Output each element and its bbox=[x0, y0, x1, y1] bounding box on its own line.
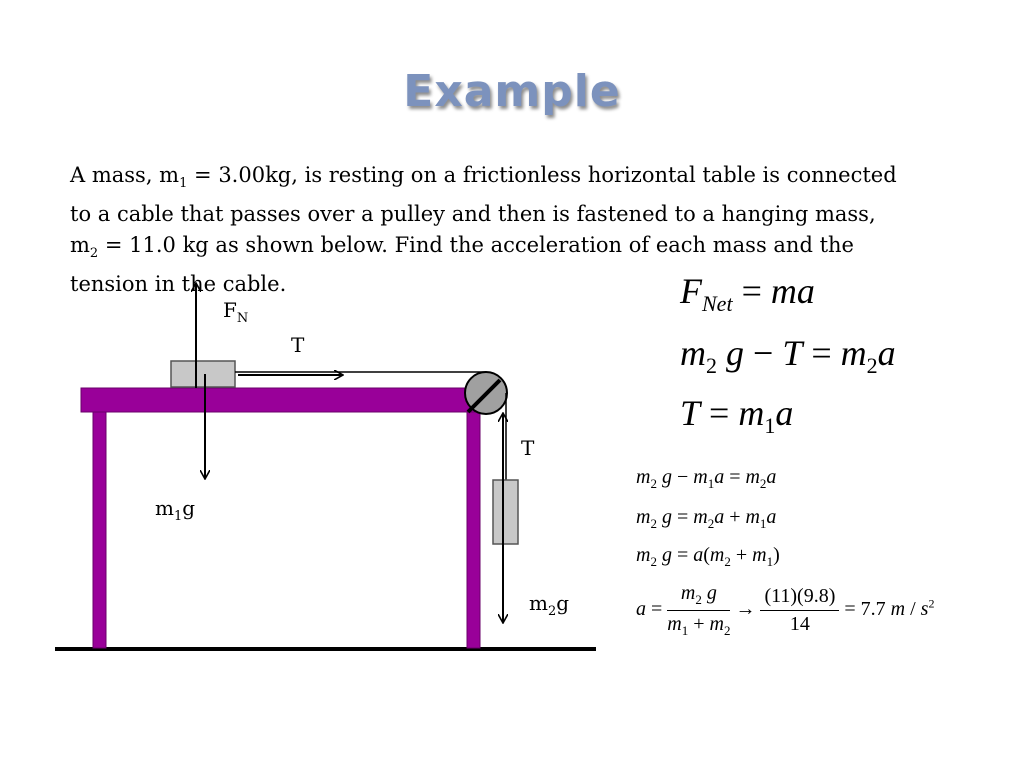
label-tension-top: T bbox=[291, 333, 305, 357]
table-top bbox=[81, 388, 484, 412]
equation-step-1: $m_2$ $g - m_1a = m_2a$ bbox=[636, 466, 777, 491]
equation-final: a = $\frac{m_2 g}{m_1 + m_2}$ → $\frac{(11)(9.8)}{14}$ = 7.7 m / $s^2$ bbox=[636, 582, 935, 638]
table-leg-right bbox=[467, 412, 480, 648]
equation-net-force: $F_{Net}$ = ma bbox=[680, 271, 815, 317]
mass-block-m1 bbox=[171, 361, 235, 387]
mass-block-m2 bbox=[493, 480, 518, 544]
problem-line-1: A mass, $m_1 = 3.00kg$, is resting on a frictionless horizontal table is connected bbox=[70, 163, 897, 192]
label-tension-side: T bbox=[521, 436, 535, 460]
problem-line-2: to a cable that passes over a pulley and then is fastened to a hanging mass, bbox=[70, 202, 876, 227]
fraction-numeric: $\frac{(11)(9.8)}{14}$ bbox=[760, 585, 839, 636]
label-m1g: $m_1g$ bbox=[155, 496, 196, 524]
problem-line-4: tension in the cable. bbox=[70, 272, 287, 297]
label-m2g: $m_2g$ bbox=[529, 591, 570, 619]
slide-title: Example bbox=[403, 66, 621, 117]
table-leg-left bbox=[93, 412, 106, 648]
equation-step-2: $m_2$ $g = m_2a + m_1a$ bbox=[636, 506, 777, 531]
label-normal-force: $F_N$ bbox=[223, 298, 249, 326]
equation-m2-forces: $m_2$ $g - T = m_2a$ bbox=[680, 333, 896, 379]
equation-m1-forces: $T = m_1a$ bbox=[680, 393, 794, 439]
fraction-symbolic: $\frac{m_2 g}{m_1 + m_2}$ bbox=[667, 582, 731, 638]
problem-line-3: $m_2 = 11.0$ kg as shown below. Find the acceleration of each mass and the bbox=[70, 233, 854, 262]
equation-step-3: $m_2$ $g = a(m_2 + m_1)$ bbox=[636, 544, 780, 569]
